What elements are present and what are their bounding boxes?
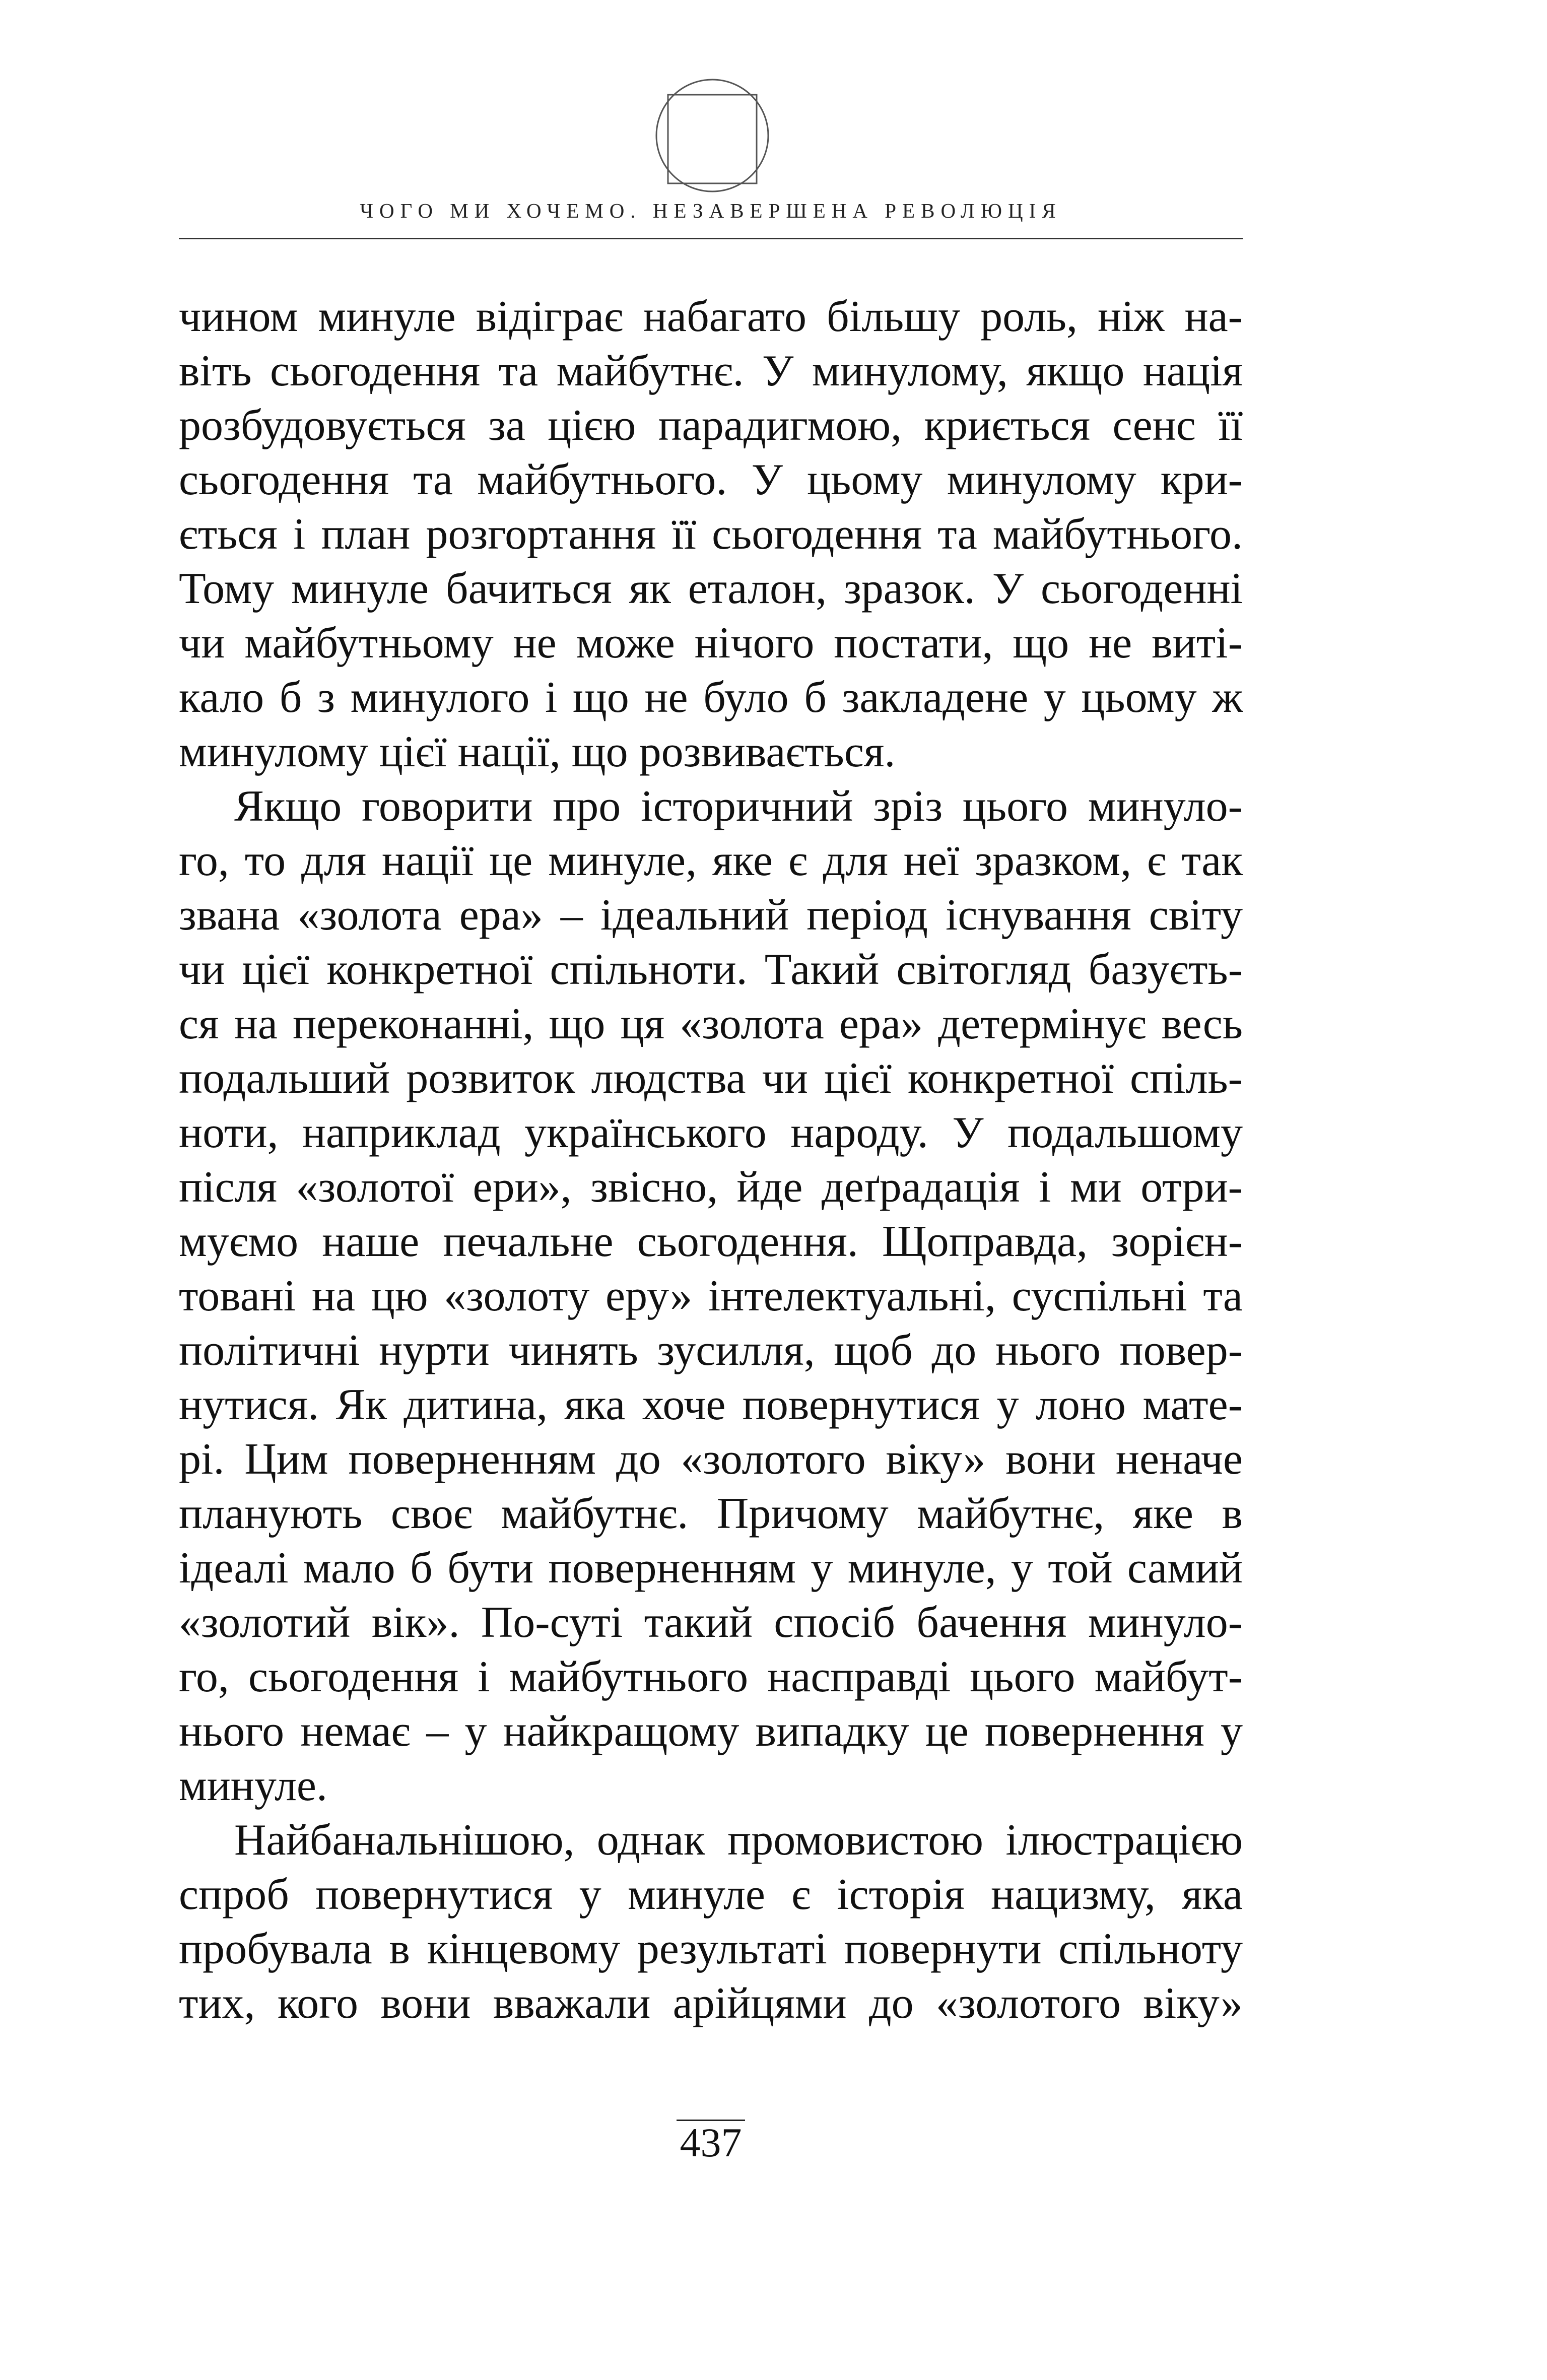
text-line: рі. Цим поверненням до «золотого віку» вони неначе [179, 1435, 1243, 1484]
text-line: нього немає – у найкращому випадку це повернення у [179, 1707, 1243, 1756]
paragraph [179, 779, 1243, 1813]
text-line: муємо наше печальне сьогодення. Щоправда, зорієн- [179, 1217, 1243, 1266]
text-line: минуле. [179, 1761, 327, 1810]
text-line: ноти, наприклад українського народу. У подальшому [179, 1108, 1243, 1157]
paragraph [179, 290, 1243, 779]
text-line: віть сьогодення та майбутнє. У минулому, якщо нація [179, 347, 1243, 395]
text-line: чи цієї конкретної спільноти. Такий світогляд базуєть- [179, 945, 1243, 994]
text-line: звана «золота ера» – ідеальний період існування світу [179, 891, 1243, 940]
text-line: розбудовується за цією парадигмою, криється сенс її [179, 401, 1243, 450]
text-line: Найбанальнішою, однак промовистою ілюстрацією [234, 1816, 1243, 1865]
paragraph [179, 1813, 1243, 2031]
text-line: політичні нурти чинять зусилля, щоб до нього повер- [179, 1326, 1243, 1375]
text-line: минулому цієї нації, що розвивається. [179, 728, 896, 776]
text-line: го, сьогодення і майбутнього насправді цього майбут- [179, 1652, 1243, 1701]
text-line: товані на цю «золоту еру» інтелектуальні, суспільні та [179, 1272, 1243, 1320]
text-line: ся на переконанні, що ця «золота ера» детермінує весь [179, 1000, 1243, 1048]
text-line: після «золотої ери», звісно, йде деґрадація і ми отри- [179, 1163, 1243, 1212]
text-line: спроб повернутися у минуле є історія нацизму, яка [179, 1870, 1243, 1919]
text-line: Якщо говорити про історичний зріз цього минуло- [234, 782, 1243, 831]
running-title: ЧОГО МИ ХОЧЕМО. НЕЗАВЕРШЕНА РЕВОЛЮЦІЯ [360, 199, 1062, 222]
text-line: чи майбутньому не може нічого постати, що не виті- [179, 619, 1243, 668]
text-line: го, то для нації це минуле, яке є для неї зразком, є так [179, 836, 1243, 885]
text-line: сьогодення та майбутнього. У цьому минулому кри- [179, 455, 1243, 504]
header-divider [179, 238, 1243, 239]
text-line: чином минуле відіграє набагато більшу роль, ніж на- [179, 292, 1243, 341]
text-line: тих, кого вони вважали арійцями до «золотого віку» [179, 1979, 1243, 2028]
text-line: ється і план розгортання її сьогодення та майбутнього. [179, 510, 1243, 559]
text-line: планують своє майбутнє. Причому майбутнє, яке в [179, 1489, 1243, 1538]
body-text [179, 290, 1243, 2031]
text-line: ідеалі мало б бути поверненням у минуле, у той самий [179, 1544, 1243, 1593]
text-line: «золотий вік». По-суті такий спосіб бачення минуло- [179, 1598, 1243, 1647]
text-line: подальший розвиток людства чи цієї конкретної спіль- [179, 1054, 1243, 1103]
text-line: кало б з минулого і що не було б закладене у цьому ж [179, 673, 1243, 722]
text-line: нутися. Як дитина, яка хоче повернутися у лоно мате- [179, 1380, 1243, 1429]
page-number: 437 [680, 2120, 742, 2165]
circle-square-emblem-icon [653, 77, 771, 194]
text-line: пробувала в кінцевому результаті повернути спільноту [179, 1925, 1243, 1973]
text-line: Тому минуле бачиться як еталон, зразок. У сьогоденні [179, 564, 1243, 613]
